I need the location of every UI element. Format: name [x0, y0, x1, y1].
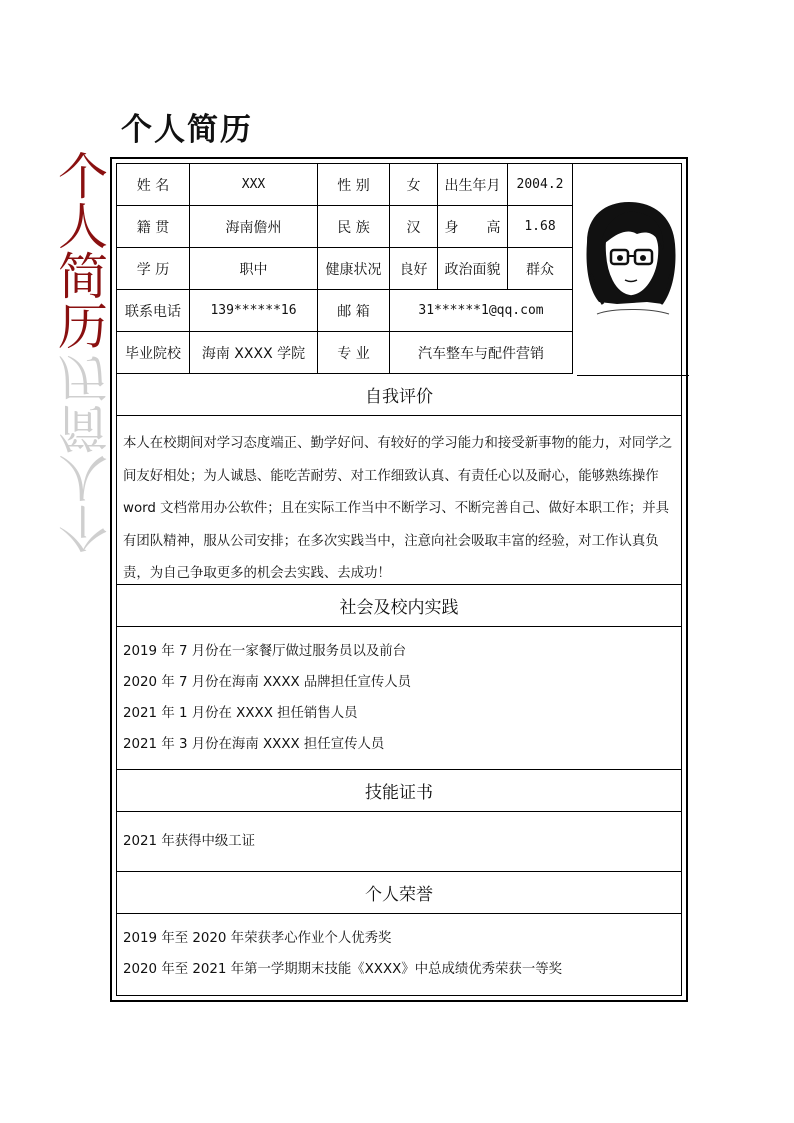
birth-value: 2004.2 — [508, 164, 573, 206]
side-char-reflection: 人 — [58, 448, 108, 506]
side-banner — [54, 148, 112, 556]
side-char: 个 — [58, 148, 108, 206]
political-value: 群众 — [508, 248, 573, 290]
name-value: XXX — [190, 164, 318, 206]
resume-table — [116, 163, 682, 996]
side-char-reflection: 简 — [58, 398, 108, 456]
email-value: 31******1@qq.com — [390, 290, 573, 332]
ethnic-label: 民 族 — [318, 206, 390, 248]
phone-label: 联系电话 — [117, 290, 190, 332]
list-item: 2021 年 1 月份在 XXXX 担任销售人员 — [123, 706, 358, 721]
side-char: 简 — [58, 248, 108, 306]
gender-label: 性 别 — [318, 164, 390, 206]
political-label: 政治面貌 — [438, 248, 508, 290]
birth-label: 出生年月 — [438, 164, 508, 206]
side-char: 历 — [58, 298, 108, 356]
height-value: 1.68 — [508, 206, 573, 248]
school-label: 毕业院校 — [117, 332, 190, 374]
profile-photo — [577, 164, 689, 376]
self-evaluation-heading: 自我评价 — [117, 374, 681, 416]
side-char-reflection: 个 — [58, 498, 108, 556]
honors-list — [117, 914, 681, 999]
ethnic-value: 汉 — [390, 206, 438, 248]
education-value: 职中 — [190, 248, 318, 290]
name-label: 姓 名 — [117, 164, 190, 206]
list-item: 2019 年至 2020 年荣获孝心作业个人优秀奖 — [123, 931, 392, 946]
honors-heading: 个人荣誉 — [117, 872, 681, 914]
self-evaluation-text: 本人在校期间对学习态度端正、勤学好问、有较好的学习能力和接受新事物的能力，对同学之间友好相处；为人诚恳、能吃苦耐劳、对工作细致认真、有责任心以及耐心，能够熟练操作 word 文档常用办公软件；且在实际工作当中不断学习、不断完善自己、做好本职工作；并具有团队精神，服从公司安排；在多次实践当中，注意向社会吸取丰富的经验，对工作认真负责，为自己争取更多的机会去实践、去成功！ — [117, 416, 681, 585]
resume-frame — [110, 157, 688, 1002]
height-label: 身 高 — [438, 206, 508, 248]
practice-heading: 社会及校内实践 — [117, 585, 681, 627]
major-label: 专 业 — [318, 332, 390, 374]
resume-title: 个人简历 — [121, 112, 253, 148]
health-label: 健康状况 — [318, 248, 390, 290]
phone-value: 139******16 — [190, 290, 318, 332]
native-value: 海南儋州 — [190, 206, 318, 248]
cartoon-girl-icon — [577, 164, 689, 375]
school-value: 海南 XXXX 学院 — [190, 332, 318, 374]
major-value: 汽车整车与配件营销 — [390, 332, 573, 374]
list-item: 2019 年 7 月份在一家餐厅做过服务员以及前台 — [123, 644, 407, 659]
list-item: 2021 年 3 月份在海南 XXXX 担任宣传人员 — [123, 737, 385, 752]
list-item: 2021 年获得中级工证 — [123, 834, 256, 849]
education-label: 学 历 — [117, 248, 190, 290]
list-item: 2020 年 7 月份在海南 XXXX 品牌担任宣传人员 — [123, 675, 412, 690]
skills-list — [117, 812, 681, 872]
list-item: 2020 年至 2021 年第一学期期末技能《XXXX》中总成绩优秀荣获一等奖 — [123, 962, 562, 977]
practice-list — [117, 627, 681, 770]
gender-value: 女 — [390, 164, 438, 206]
email-label: 邮 箱 — [318, 290, 390, 332]
side-char: 人 — [58, 198, 108, 256]
skills-heading: 技能证书 — [117, 770, 681, 812]
side-char-reflection: 历 — [58, 348, 108, 406]
native-label: 籍 贯 — [117, 206, 190, 248]
health-value: 良好 — [390, 248, 438, 290]
